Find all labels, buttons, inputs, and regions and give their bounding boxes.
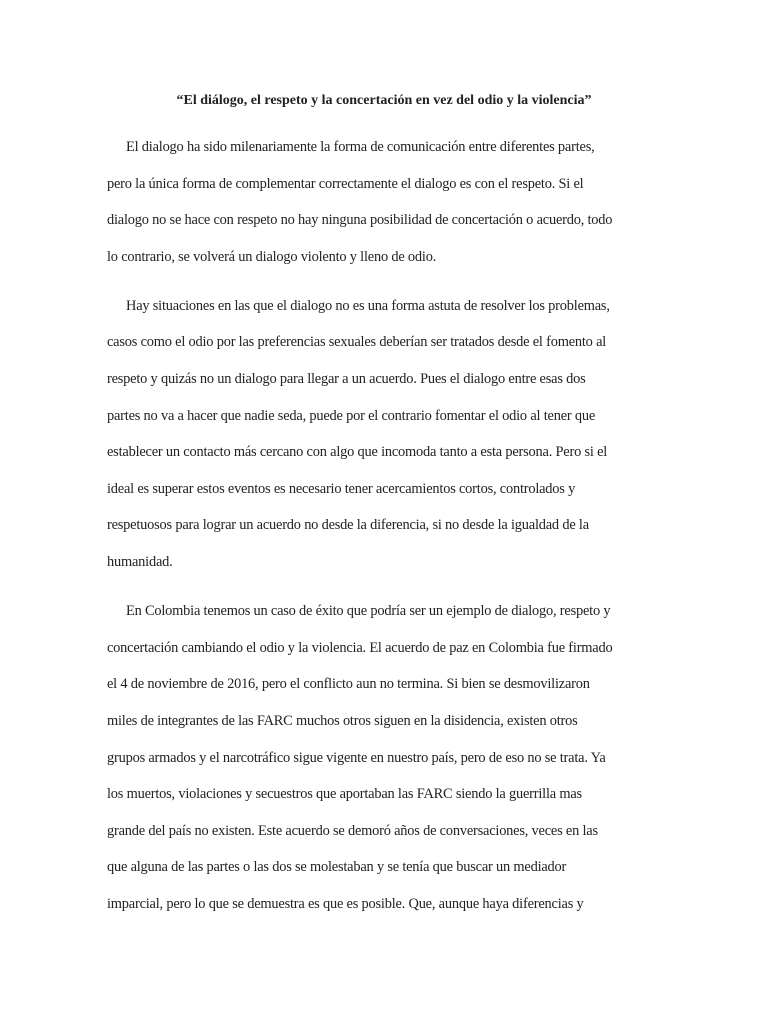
text-line: respeto y quizás no un dialogo para llegar a un acuerdo. Pues el dialogo entre esas dos	[107, 371, 586, 388]
text-line: pero la única forma de complementar correctamente el dialogo es con el respeto. Si el	[107, 175, 584, 192]
text-line: ideal es superar estos eventos es necesario tener acercamientos cortos, controlados y	[107, 480, 576, 497]
text-line: el 4 de noviembre de 2016, pero el conflicto aun no termina. Si bien se desmovilizaron	[107, 676, 590, 693]
text-line: imparcial, pero lo que se demuestra es que es posible. Que, aunque haya diferencias y	[107, 895, 584, 912]
text-line: lo contrario, se volverá un dialogo violento y lleno de odio.	[107, 248, 437, 265]
text-line: partes no va a hacer que nadie seda, puede por el contrario fomentar el odio al tener que	[107, 407, 596, 424]
text-line: los muertos, violaciones y secuestros que aportaban las FARC siendo la guerrilla mas	[107, 786, 582, 803]
text-line: casos como el odio por las preferencias sexuales deberían ser tratados desde el fomento al	[107, 334, 607, 351]
paragraph-1	[107, 135, 667, 281]
document-title: “El diálogo, el respeto y la concertación en vez del odio y la violencia”	[176, 93, 592, 108]
text-line: concertación cambiando el odio y la violencia. El acuerdo de paz en Colombia fue firmado	[107, 639, 613, 656]
text-line: humanidad.	[107, 554, 173, 571]
text-line: establecer un contacto más cercano con algo que incomoda tanto a esta persona. Pero si el	[107, 444, 608, 461]
text-line: Hay situaciones en las que el dialogo no es una forma astuta de resolver los problemas,	[126, 297, 610, 314]
text-line: respetuosos para lograr un acuerdo no desde la diferencia, si no desde la igualdad de la	[107, 517, 589, 534]
paragraph-2	[107, 294, 667, 587]
text-line: que alguna de las partes o las dos se molestaban y se tenía que buscar un mediador	[107, 859, 567, 876]
text-line: dialogo no se hace con respeto no hay ninguna posibilidad de concertación o acuerdo, todo	[107, 212, 613, 229]
text-line: En Colombia tenemos un caso de éxito que podría ser un ejemplo de dialogo, respeto y	[126, 603, 611, 620]
text-line: grande del país no existen. Este acuerdo se demoró años de conversaciones, veces en las	[107, 822, 598, 839]
document-body	[107, 135, 667, 941]
text-line: El dialogo ha sido milenariamente la forma de comunicación entre diferentes partes,	[126, 139, 595, 155]
text-line: grupos armados y el narcotráfico sigue vigente en nuestro país, pero de eso no se trata. Ya	[107, 749, 606, 766]
text-line: miles de integrantes de las FARC muchos otros siguen en la disidencia, existen otros	[107, 712, 578, 729]
paragraph-3	[107, 599, 667, 928]
